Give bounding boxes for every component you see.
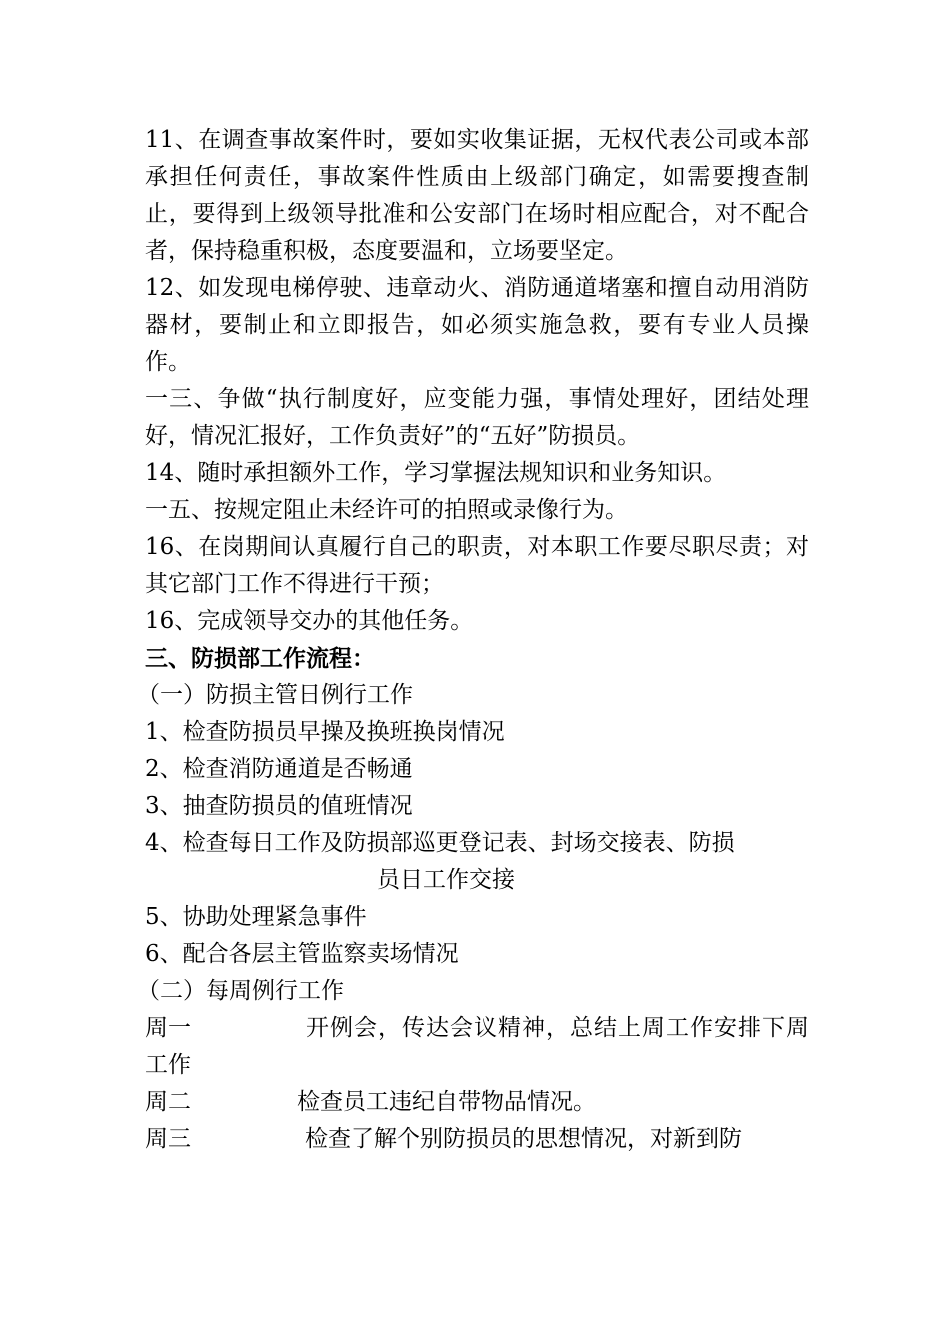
weekly-routine-title: （二）每周例行工作 xyxy=(137,978,344,1004)
section-heading: 三、防损部工作流程： xyxy=(145,645,375,672)
item-16-duties: 16、在岗期间认真履行自己的职责，对本职工作要尽职尽责；对其它部门工作不得进行干预； xyxy=(145,534,809,597)
item-13: 一三、争做“执行制度好，应变能力强，事情处理好，团结处理好，情况汇报好，工作负责好”的“五好”防损员。 xyxy=(145,386,809,449)
item-16-tasks: 16、完成领导交办的其他任务。 xyxy=(145,608,474,634)
daily-step-4-continued: 员日工作交接 xyxy=(377,867,515,893)
weekly-day-tuesday xyxy=(145,1084,809,1121)
daily-step-4: 4、检查每日工作及防损部巡更登记表、封场交接表、防损 xyxy=(145,830,735,856)
daily-step-1: 1、检查防损员早操及换班换岗情况 xyxy=(145,719,505,745)
day-label: 周三 xyxy=(145,1126,191,1152)
day-text: 开例会，传达会议精神，总结上周工作安排下周工作 xyxy=(145,1015,809,1078)
weekly-day-wednesday xyxy=(145,1121,809,1158)
item-14: 14、随时承担额外工作，学习掌握法规知识和业务知识。 xyxy=(145,460,727,486)
day-text: 检查了解个别防损员的思想情况，对新到防 xyxy=(305,1126,742,1152)
daily-step-5: 5、协助处理紧急事件 xyxy=(145,904,367,930)
document-page xyxy=(137,122,809,1158)
daily-routine-title: （一）防损主管日例行工作 xyxy=(137,682,413,708)
daily-step-3: 3、抽查防损员的值班情况 xyxy=(145,793,413,819)
item-11: 11、在调查事故案件时，要如实收集证据，无权代表公司或本部承担任何责任，事故案件性质由上级部门确定，如需要搜查制止，要得到上级领导批准和公安部门在场时相应配合，对不配合者，保持稳重积极，态度要温和，立场要坚定。 xyxy=(145,127,809,264)
day-label: 周一 xyxy=(145,1015,191,1041)
daily-step-6: 6、配合各层主管监察卖场情况 xyxy=(145,941,459,967)
day-label: 周二 xyxy=(145,1089,191,1115)
item-15: 一五、按规定阻止未经许可的拍照或录像行为。 xyxy=(145,497,628,523)
daily-step-2: 2、检查消防通道是否畅通 xyxy=(145,756,413,782)
day-text: 检查员工违纪自带物品情况。 xyxy=(297,1089,596,1115)
weekly-day-monday xyxy=(145,1010,809,1084)
item-12: 12、如发现电梯停驶、违章动火、消防通道堵塞和擅自动用消防器材，要制止和立即报告，如必须实施急救，要有专业人员操作。 xyxy=(145,275,809,375)
